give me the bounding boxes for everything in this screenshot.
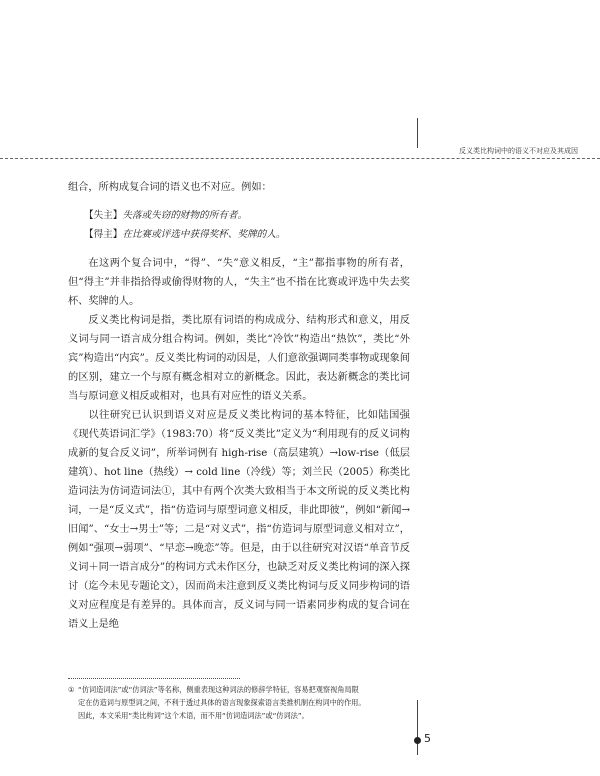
footnote-line: “仿词造词法”或“仿词法”等名称，侧重表现这种词法的修辞学特征，容易把观察视角局限 [78,685,359,694]
definition-text: 在比赛或评选中获得奖杯、奖牌的人。 [122,229,286,240]
page-marker-dot [414,737,421,744]
footnote-mark: ① [68,685,75,694]
paragraph-1: 在这两个复合词中，“得”、“失”意义相反，“主”都指事物的所有者，但“得主”并非指拾得或偷得财物的人，“失主”也不指在比赛或评选中失去奖杯、奖牌的人。 [68,258,410,307]
footnote-line: 因此，本文采用“类比构词”这个术语，而不用“仿词造词法”或“仿词法”。 [78,711,309,720]
definition-term: 【得主】 [84,229,123,240]
definition-item [84,225,410,244]
paragraph-3: 以往研究已认识到语义对应是反义类比构词的基本特征，比如陆国强《现代英语词汇学》（1983:70）将“反义类比”定义为“利用现有的反义词构成新的复合反义词”，所举词例有 high-rise（高层建筑）→low-rise（低层建筑）、hot line（热线）→ cold line（冷线）等；刘兰民（2005）称类比造词法为仿词造词法①，其中有两个次类大致相当于本文所说的反义类比构词，一是“反义式”，指“仿造词与原型词意义相反，非此即彼”，例如“新闻→旧闻”、“女士→男士”等；二是“对义式”，指“仿造词与原型词意义相对立”，例如“强项→弱项”、“早恋→晚恋”等。但是，由于以往研究对汉语“单音节反义词＋同一语言成分”的构词方式未作区分，也缺乏对反义类比构词的深入探讨（迄今未见专题论文），因而尚未注意到反义类比构词与反义同步构词的语义对应程度是有差异的。具体而言，反义词与同一语素同步构成的复合词在语义上是绝 [68,410,410,630]
page-number: 5 [424,732,431,745]
definition-text: 失落或失窃的财物的所有者。 [122,210,248,221]
definition-item [84,206,410,225]
paragraph-2: 反义类比构词是指，类比原有词语的构成成分、结构形式和意义，用反义词与同一语言成分组合构词。例如，类比“冷饮”构造出“热饮”，类比“外宾”构造出“内宾”。反义类比构词的动因是，人们意欲强调同类事物或现象间的区别，建立一个与原有概念相对立的新概念。因此，表达新概念的类比词当与原词意义相反或相对，也具有对应性的语义关系。 [68,315,410,402]
bottom-vertical-rule [417,700,418,755]
definition-term: 【失主】 [84,210,123,221]
running-title: 反义类比构词中的语义不对应及其成因 [455,146,578,156]
top-vertical-rule [417,118,418,148]
footnote-line: 定在仿造词与原型词之间，不利于透过具体的语言现象探索语言类推机制在构词中的作用。 [78,698,366,707]
footnote [68,683,413,722]
main-text [68,178,410,634]
definition-list [84,206,410,244]
footnote-divider [68,678,240,679]
intro-line: 组合，所构成复合词的语义也不对应。例如： [68,182,272,193]
header-dashed-line [0,158,600,159]
